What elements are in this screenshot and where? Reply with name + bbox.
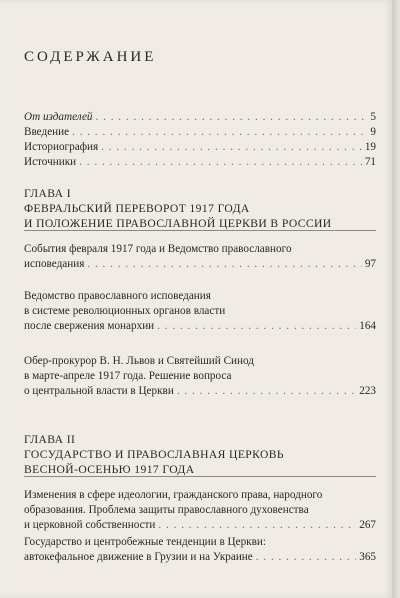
leader-dots <box>157 319 356 334</box>
entry-label: Источники <box>24 156 77 168</box>
chapter-heading <box>24 432 376 477</box>
chapter-title-line: И ПОЛОЖЕНИЕ ПРАВОСЛАВНОЙ ЦЕРКВИ В РОССИИ <box>24 217 332 230</box>
leader-dots <box>101 140 362 155</box>
chapter-number: ГЛАВА I <box>24 187 72 200</box>
leader-dots <box>72 125 367 140</box>
entry-label: Изменения в сфере идеологии, гражданского права, народного <box>24 489 323 501</box>
toc-entry[interactable] <box>24 140 376 155</box>
entry-label: в марте-апреле 1917 года. Решение вопроса <box>24 370 232 382</box>
entry-page: 71 <box>364 156 376 168</box>
entry-page: 223 <box>359 385 376 397</box>
chapter-number: ГЛАВА II <box>24 433 76 446</box>
entry-label: после свержения монархии <box>24 320 155 332</box>
toc-entry[interactable] <box>24 155 376 170</box>
toc-entry[interactable] <box>24 354 376 399</box>
toc-entry[interactable] <box>24 535 376 565</box>
toc-entry[interactable] <box>24 125 376 140</box>
entry-label: в системе революционных органов власти <box>24 305 226 317</box>
entry-label: и церковной собственности <box>24 519 156 531</box>
chapter-title-line: ГОСУДАРСТВО И ПРАВОСЛАВНАЯ ЦЕРКОВЬ <box>24 448 284 461</box>
entry-label: Введение <box>24 126 70 138</box>
entry-page: 267 <box>359 519 376 531</box>
chapter-rule <box>24 476 376 477</box>
leader-dots <box>96 110 368 125</box>
entry-label: События февраля 1917 года и Ведомство православного <box>24 243 292 255</box>
chapter-title-line: ФЕВРАЛЬСКИЙ ПЕРЕВОРОТ 1917 ГОДА <box>24 202 250 215</box>
page-edge <box>392 0 400 598</box>
toc-entry[interactable] <box>24 488 376 533</box>
entry-label: Ведомство православного исповедания <box>24 290 211 302</box>
toc-title: СОДЕРЖАНИЕ <box>24 49 157 65</box>
entry-label: Обер-прокурор В. Н. Львов и Святейший Синод <box>24 355 254 367</box>
chapter-rule <box>24 230 376 231</box>
entry-page: 5 <box>370 111 376 123</box>
leader-dots <box>158 518 356 533</box>
toc-entry[interactable] <box>24 289 376 334</box>
leader-dots <box>256 550 356 565</box>
leader-dots <box>177 384 356 399</box>
entry-page: 365 <box>359 551 376 563</box>
entry-page: 97 <box>364 258 376 270</box>
entry-label: Государство и центробежные тенденции в Церкви: <box>24 536 266 548</box>
entry-page: 164 <box>359 320 376 332</box>
entry-page: 19 <box>364 141 376 153</box>
leader-dots <box>87 257 361 272</box>
leader-dots <box>79 155 362 170</box>
toc-entry[interactable] <box>24 242 376 272</box>
chapter-title-line: ВЕСНОЙ-ОСЕНЬЮ 1917 ГОДА <box>24 463 195 476</box>
entry-label: исповедания <box>24 258 85 270</box>
toc-entry[interactable] <box>24 110 376 125</box>
entry-label: автокефальное движение в Грузии и на Украине <box>24 551 253 563</box>
chapter-heading <box>24 186 376 231</box>
entry-label: Историография <box>24 141 99 153</box>
entry-page: 9 <box>370 126 376 138</box>
entry-label: От издателей <box>24 111 93 123</box>
entry-label: о центральной власти в Церкви <box>24 385 174 397</box>
entry-label: образования. Проблема защиты православного духовенства <box>24 504 309 516</box>
